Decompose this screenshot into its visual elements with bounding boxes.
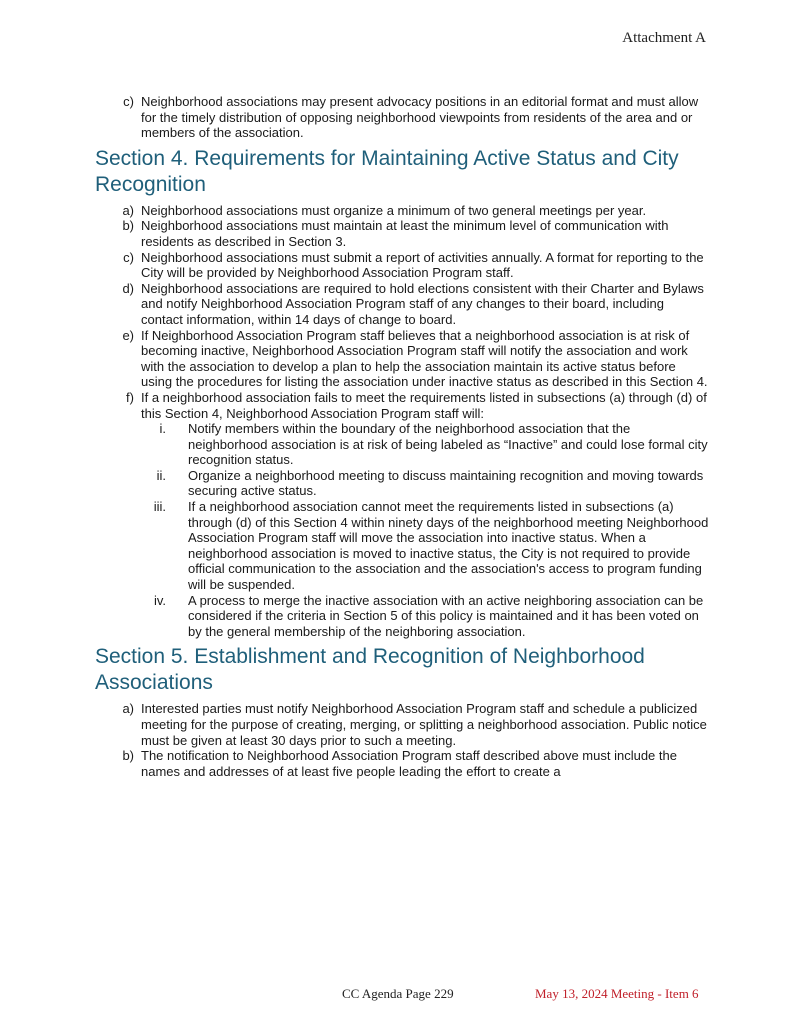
- item-text: A process to merge the inactive association with an active neighboring association can be considered if the criteria in Section 5 of this policy is maintained and it has been voted on by the general membership of the neighboring association.: [188, 592, 704, 639]
- item-marker: iv.: [153, 592, 166, 608]
- list-item: [95, 218, 709, 249]
- list-item: [95, 281, 709, 328]
- item-text: Neighborhood associations must organize a minimum of two general meetings per year.: [141, 202, 647, 218]
- item-marker: e): [122, 327, 134, 343]
- item-text: Neighborhood associations may present advocacy positions in an editorial format and must allow for the timely distribution of opposing neighborhood viewpoints from residents of the area and or members of the association.: [141, 94, 699, 141]
- meeting-label: May 13, 2024 Meeting - Item 6: [535, 986, 699, 1001]
- list-item: [95, 94, 709, 141]
- sub-list-item: [95, 421, 709, 468]
- section-5-heading: Section 5. Establishment and Recognition of Neighborhood Associations: [95, 645, 645, 695]
- attachment-label: Attachment A: [622, 30, 706, 46]
- document-body: [95, 94, 709, 779]
- item-marker: c): [123, 249, 134, 265]
- item-marker: d): [122, 280, 134, 296]
- section-4-heading: Section 4. Requirements for Maintaining Active Status and City Recognition: [95, 146, 679, 196]
- list-item: [95, 748, 709, 779]
- sub-list-item: [95, 499, 709, 593]
- item-marker: ii.: [156, 467, 166, 483]
- item-text: If a neighborhood association fails to meet the requirements listed in subsections (a) through (d) of this Section 4, Neighborhood Association Program staff will:: [141, 389, 707, 421]
- item-marker: b): [122, 218, 134, 234]
- item-marker: i.: [159, 421, 166, 437]
- item-text: The notification to Neighborhood Association Program staff described above must include the names and addresses of at least five people leading the effort to create a: [141, 748, 677, 779]
- item-text: If Neighborhood Association Program staff believes that a neighborhood association is at risk of becoming inactive, Neighborhood Association Program staff will notify the association and work with the association to develop a plan to help the association maintain its active status before using the procedures for listing the association under inactive status as described in this Section 4.: [141, 327, 708, 390]
- item-marker: c): [123, 94, 134, 109]
- sub-list-item: [95, 593, 709, 640]
- item-marker: b): [122, 748, 134, 764]
- item-text: Organize a neighborhood meeting to discuss maintaining recognition and moving towards securing active status.: [188, 467, 704, 499]
- item-text: Neighborhood associations must submit a report of activities annually. A format for reporting to the City will be provided by Neighborhood Association Program staff.: [141, 249, 704, 281]
- item-text: Interested parties must notify Neighborhood Association Program staff and schedule a publicized meeting for the purpose of creating, merging, or splitting a neighborhood association. Public notice must be given at least 30 days prior to such a meeting.: [141, 701, 707, 748]
- sub-list-item: [95, 468, 709, 499]
- list-item: [95, 390, 709, 421]
- item-text: Notify members within the boundary of the neighborhood association that the neighborhood association is at risk of being labeled as “Inactive” and could lose formal city recognition status.: [188, 421, 708, 468]
- list-item: [95, 203, 709, 219]
- agenda-page-number: CC Agenda Page 229: [342, 986, 454, 1001]
- item-text: Neighborhood associations are required to hold elections consistent with their Charter and Bylaws and notify Neighborhood Association Program staff of any changes to their board, including contact information, within 14 days of change to board.: [141, 280, 704, 327]
- item-marker: a): [122, 701, 134, 717]
- list-item: [95, 250, 709, 281]
- item-marker: f): [126, 389, 134, 405]
- list-item: [95, 701, 709, 748]
- item-text: Neighborhood associations must maintain at least the minimum level of communication with residents as described in Section 3.: [141, 218, 669, 249]
- item-marker: iii.: [153, 499, 166, 515]
- item-marker: a): [122, 202, 134, 218]
- item-text: If a neighborhood association cannot meet the requirements listed in subsections (a) through (d) of this Section 4 within ninety days of the neighborhood meeting Neighborhood Association Program staff will move the association into inactive status. When a neighborhood association is moved to inactive status, the City is not required to provide official communication to the association and the association's access to program funding will be suspended.: [188, 499, 709, 593]
- list-item: [95, 328, 709, 390]
